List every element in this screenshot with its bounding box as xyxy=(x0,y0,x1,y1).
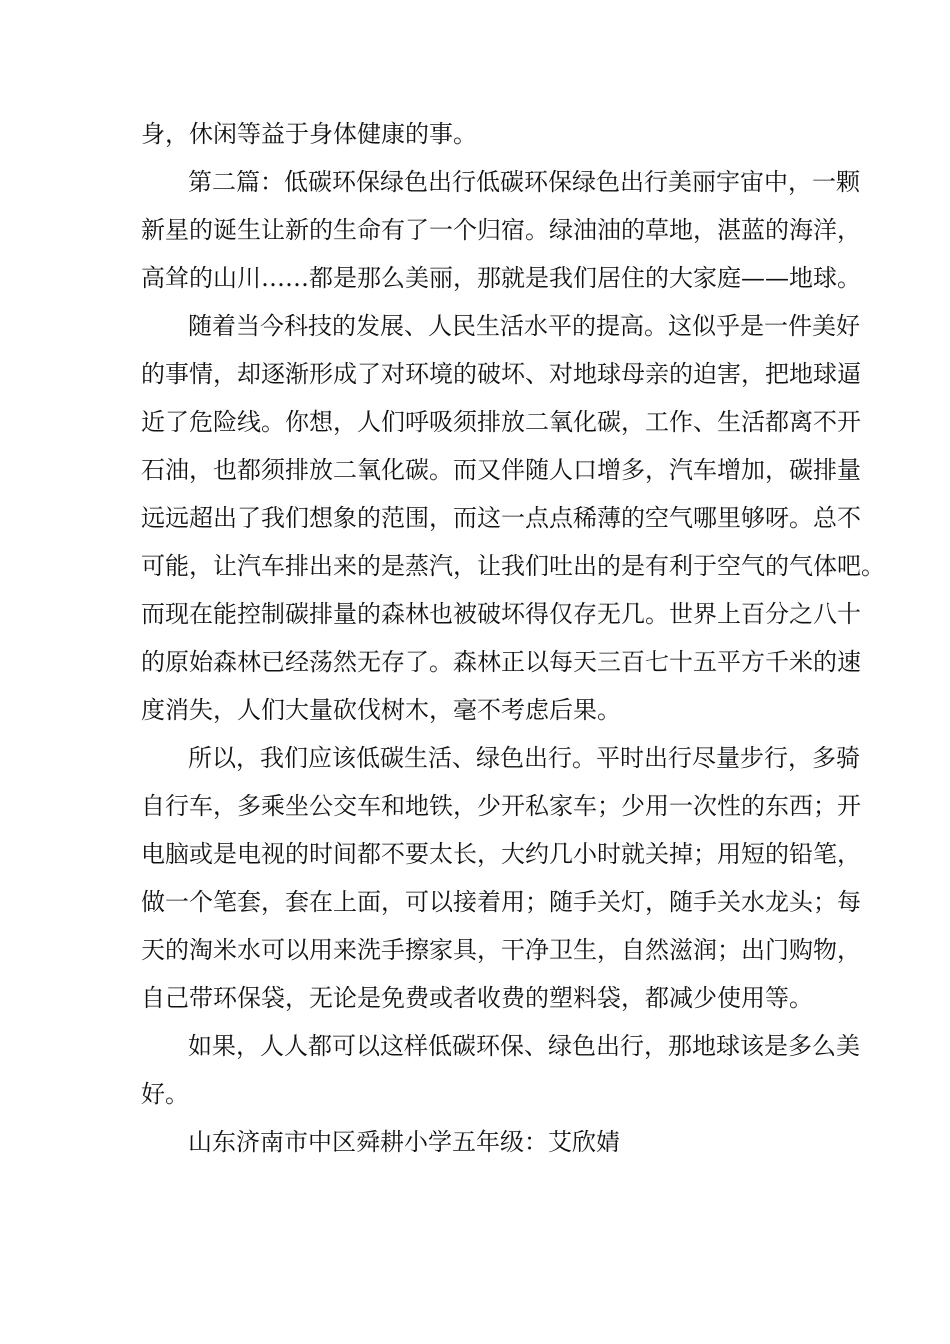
text-line: 可能，让汽车排出来的是蒸汽，让我们吐出的是有利于空气的气体吧。 xyxy=(141,552,885,580)
author-signature: 山东济南市中区舜耕小学五年级：艾欣婧 xyxy=(188,1128,620,1156)
text-line: 近了危险线。你想，人们呼吸须排放二氧化碳，工作、生活都离不开 xyxy=(141,408,861,436)
text-line: 而现在能控制碳排量的森林也被破坏得仅存无几。世界上百分之八十 xyxy=(141,600,861,628)
text-line: 的事情，却逐渐形成了对环境的破坏、对地球母亲的迫害，把地球逼 xyxy=(141,360,861,388)
text-line: 石油，也都须排放二氧化碳。而又伴随人口增多，汽车增加，碳排量 xyxy=(141,456,861,484)
text-line: 天的淘米水可以用来洗手擦家具，干净卫生，自然滋润；出门购物， xyxy=(141,936,861,964)
text-line: 身，休闲等益于身体健康的事。 xyxy=(141,120,477,148)
text-line: 度消失，人们大量砍伐树木，毫不考虑后果。 xyxy=(141,696,621,724)
text-line: 的原始森林已经荡然无存了。森林正以每天三百七十五平方千米的速 xyxy=(141,648,861,676)
text-line: 好。 xyxy=(141,1080,189,1108)
paragraph-start-line: 第二篇：低碳环保绿色出行低碳环保绿色出行美丽宇宙中，一颗 xyxy=(188,168,860,196)
text-line: 自己带环保袋，无论是免费或者收费的塑料袋，都减少使用等。 xyxy=(141,984,813,1012)
paragraph-start-line: 所以，我们应该低碳生活、绿色出行。平时出行尽量步行，多骑 xyxy=(188,744,860,772)
paragraph-start-line: 如果，人人都可以这样低碳环保、绿色出行，那地球该是多么美 xyxy=(188,1032,860,1060)
text-line: 自行车，多乘坐公交车和地铁，少开私家车；少用一次性的东西；开 xyxy=(141,792,861,820)
text-line: 新星的诞生让新的生命有了一个归宿。绿油油的草地，湛蓝的海洋， xyxy=(141,216,861,244)
text-line: 高耸的山川……都是那么美丽，那就是我们居住的大家庭——地球。 xyxy=(141,264,861,292)
article-body xyxy=(141,110,885,1166)
paragraph-start-line: 随着当今科技的发展、人民生活水平的提高。这似乎是一件美好 xyxy=(188,312,860,340)
text-line: 做一个笔套，套在上面，可以接着用；随手关灯，随手关水龙头；每 xyxy=(141,888,861,916)
text-line: 远远超出了我们想象的范围，而这一点点稀薄的空气哪里够呀。总不 xyxy=(141,504,861,532)
text-line: 电脑或是电视的时间都不要太长，大约几小时就关掉；用短的铅笔， xyxy=(141,840,861,868)
